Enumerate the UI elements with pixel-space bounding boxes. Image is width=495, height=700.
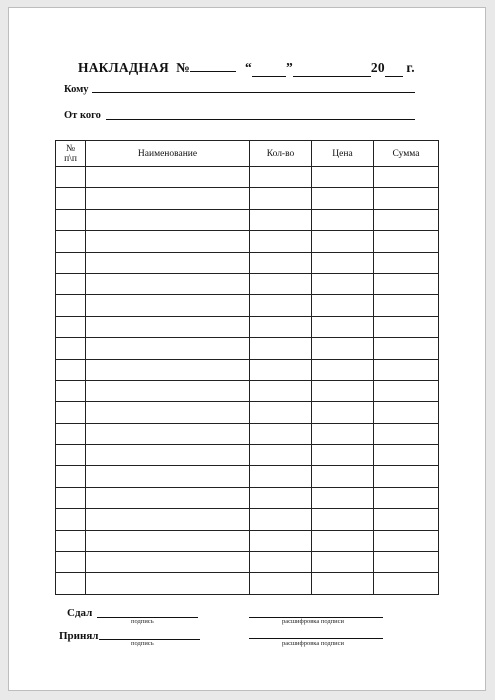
cell-price[interactable]	[312, 402, 374, 423]
invoice-title-row	[78, 60, 236, 76]
from-label: От кого	[64, 110, 101, 121]
table-row	[56, 509, 439, 530]
cell-name[interactable]	[86, 423, 250, 444]
cell-sum[interactable]	[374, 509, 439, 530]
cell-qty[interactable]	[250, 188, 312, 209]
table-row	[56, 359, 439, 380]
cell-no[interactable]	[56, 552, 86, 573]
handed-label: Сдал	[67, 607, 93, 619]
cell-no[interactable]	[56, 252, 86, 273]
cell-name[interactable]	[86, 509, 250, 530]
column-header-number: № п\п	[56, 141, 86, 167]
cell-qty[interactable]	[250, 509, 312, 530]
cell-qty[interactable]	[250, 359, 312, 380]
year-field[interactable]	[385, 60, 403, 77]
received-decoding-caption: расшифровка подписи	[282, 640, 345, 647]
cell-name[interactable]	[86, 552, 250, 573]
cell-name[interactable]	[86, 359, 250, 380]
cell-sum[interactable]	[374, 487, 439, 508]
cell-name[interactable]	[86, 445, 250, 466]
cell-sum[interactable]	[374, 273, 439, 294]
to-label: Кому	[64, 84, 89, 95]
cell-sum[interactable]	[374, 552, 439, 573]
cell-no[interactable]	[56, 509, 86, 530]
cell-price[interactable]	[312, 445, 374, 466]
handed-decoding-caption: расшифровка подписи	[282, 618, 345, 625]
cell-sum[interactable]	[374, 188, 439, 209]
received-signature-caption: подпись	[131, 640, 154, 647]
cell-name[interactable]	[86, 188, 250, 209]
year-prefix: 20	[370, 60, 385, 75]
cell-no[interactable]	[56, 273, 86, 294]
cell-price[interactable]	[312, 573, 374, 594]
cell-qty[interactable]	[250, 487, 312, 508]
table-row	[56, 552, 439, 573]
cell-sum[interactable]	[374, 530, 439, 551]
cell-no[interactable]	[56, 359, 86, 380]
from-field[interactable]	[106, 119, 415, 120]
cell-name[interactable]	[86, 402, 250, 423]
table-row	[56, 252, 439, 273]
cell-price[interactable]	[312, 316, 374, 337]
received-label: Принял	[59, 630, 99, 642]
items-table-body	[56, 167, 439, 595]
cell-sum[interactable]	[374, 316, 439, 337]
cell-sum[interactable]	[374, 338, 439, 359]
column-header-price: Цена	[312, 141, 374, 167]
cell-sum[interactable]	[374, 167, 439, 188]
cell-name[interactable]	[86, 316, 250, 337]
table-row	[56, 487, 439, 508]
cell-price[interactable]	[312, 530, 374, 551]
cell-name[interactable]	[86, 273, 250, 294]
cell-no[interactable]	[56, 209, 86, 230]
cell-price[interactable]	[312, 273, 374, 294]
cell-qty[interactable]	[250, 530, 312, 551]
cell-name[interactable]	[86, 338, 250, 359]
cell-sum[interactable]	[374, 231, 439, 252]
cell-no[interactable]	[56, 466, 86, 487]
cell-name[interactable]	[86, 252, 250, 273]
cell-no[interactable]	[56, 167, 86, 188]
cell-no[interactable]	[56, 445, 86, 466]
cell-qty[interactable]	[250, 231, 312, 252]
cell-sum[interactable]	[374, 359, 439, 380]
date-close-quote: ”	[285, 60, 293, 75]
cell-qty[interactable]	[250, 423, 312, 444]
column-header-name: Наименование	[86, 141, 250, 167]
cell-qty[interactable]	[250, 402, 312, 423]
cell-name[interactable]	[86, 573, 250, 594]
cell-price[interactable]	[312, 552, 374, 573]
day-field[interactable]	[252, 60, 286, 77]
cell-qty[interactable]	[250, 295, 312, 316]
cell-qty[interactable]	[250, 445, 312, 466]
cell-sum[interactable]	[374, 573, 439, 594]
table-row	[56, 188, 439, 209]
cell-no[interactable]	[56, 423, 86, 444]
cell-qty[interactable]	[250, 273, 312, 294]
cell-price[interactable]	[312, 167, 374, 188]
cell-no[interactable]	[56, 487, 86, 508]
received-decoding-field[interactable]	[249, 638, 383, 639]
cell-sum[interactable]	[374, 209, 439, 230]
cell-sum[interactable]	[374, 295, 439, 316]
cell-price[interactable]	[312, 509, 374, 530]
to-field[interactable]	[92, 92, 415, 93]
cell-qty[interactable]	[250, 252, 312, 273]
cell-sum[interactable]	[374, 423, 439, 444]
cell-name[interactable]	[86, 530, 250, 551]
cell-qty[interactable]	[250, 573, 312, 594]
cell-price[interactable]	[312, 423, 374, 444]
cell-no[interactable]	[56, 573, 86, 594]
year-suffix: г.	[406, 60, 415, 75]
table-row	[56, 316, 439, 337]
column-header-sum: Сумма	[374, 141, 439, 167]
table-row	[56, 295, 439, 316]
cell-qty[interactable]	[250, 380, 312, 401]
cell-price[interactable]	[312, 295, 374, 316]
cell-qty[interactable]	[250, 209, 312, 230]
cell-no[interactable]	[56, 188, 86, 209]
invoice-number-field[interactable]	[190, 71, 236, 72]
cell-qty[interactable]	[250, 338, 312, 359]
cell-sum[interactable]	[374, 380, 439, 401]
table-row	[56, 273, 439, 294]
number-sign: №	[176, 60, 190, 75]
cell-price[interactable]	[312, 188, 374, 209]
table-row	[56, 167, 439, 188]
date-row	[245, 60, 415, 77]
cell-no[interactable]	[56, 231, 86, 252]
cell-price[interactable]	[312, 466, 374, 487]
cell-price[interactable]	[312, 231, 374, 252]
items-table	[55, 140, 439, 595]
cell-no[interactable]	[56, 316, 86, 337]
table-row	[56, 231, 439, 252]
cell-no[interactable]	[56, 380, 86, 401]
cell-name[interactable]	[86, 295, 250, 316]
cell-qty[interactable]	[250, 316, 312, 337]
column-header-quantity: Кол-во	[250, 141, 312, 167]
month-field[interactable]	[293, 60, 371, 77]
cell-sum[interactable]	[374, 402, 439, 423]
cell-price[interactable]	[312, 359, 374, 380]
table-row	[56, 402, 439, 423]
invoice-sheet	[8, 7, 486, 691]
table-row	[56, 209, 439, 230]
cell-name[interactable]	[86, 231, 250, 252]
cell-name[interactable]	[86, 466, 250, 487]
cell-price[interactable]	[312, 252, 374, 273]
table-row	[56, 338, 439, 359]
cell-name[interactable]	[86, 167, 250, 188]
cell-qty[interactable]	[250, 552, 312, 573]
cell-qty[interactable]	[250, 167, 312, 188]
invoice-title: НАКЛАДНАЯ	[78, 60, 169, 75]
table-row	[56, 423, 439, 444]
cell-no[interactable]	[56, 295, 86, 316]
table-row	[56, 466, 439, 487]
handed-signature-caption: подпись	[131, 618, 154, 625]
cell-price[interactable]	[312, 209, 374, 230]
cell-price[interactable]	[312, 487, 374, 508]
table-row	[56, 445, 439, 466]
cell-no[interactable]	[56, 402, 86, 423]
table-row	[56, 530, 439, 551]
cell-sum[interactable]	[374, 466, 439, 487]
cell-no[interactable]	[56, 530, 86, 551]
cell-no[interactable]	[56, 338, 86, 359]
cell-name[interactable]	[86, 209, 250, 230]
cell-sum[interactable]	[374, 252, 439, 273]
date-open-quote: “	[245, 60, 252, 75]
cell-name[interactable]	[86, 487, 250, 508]
cell-sum[interactable]	[374, 445, 439, 466]
table-row	[56, 380, 439, 401]
table-row	[56, 573, 439, 594]
cell-name[interactable]	[86, 380, 250, 401]
cell-qty[interactable]	[250, 466, 312, 487]
table-header-row	[56, 141, 439, 167]
cell-price[interactable]	[312, 338, 374, 359]
cell-price[interactable]	[312, 380, 374, 401]
